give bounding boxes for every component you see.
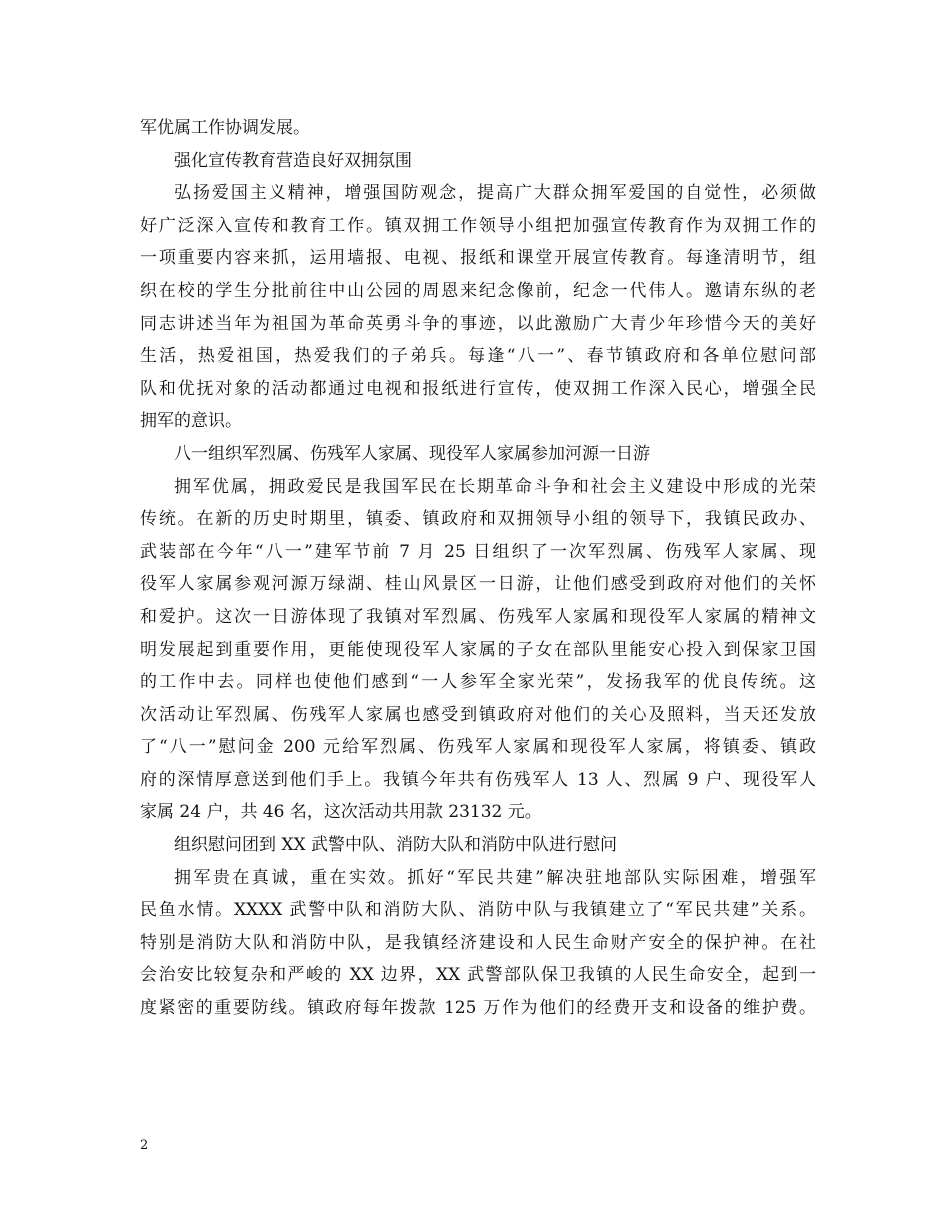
text-line: 组织慰问团到 XX 武警中队、消防大队和消防中队进行慰问 bbox=[174, 835, 618, 856]
text-line: 八一组织军烈属、伤残军人家属、现役军人家属参加河源一日游 bbox=[174, 443, 650, 464]
text-line: 度紧密的重要防线。镇政府每年拨款 125 万作为他们的经费开支和设备的维护费。 bbox=[140, 998, 816, 1019]
text-line: 会治安比较复杂和严峻的 XX 边界，XX 武警部队保卫我镇的人民生命安全，起到一 bbox=[140, 965, 816, 986]
text-line: 好广泛深入宣传和教育工作。镇双拥工作领导小组把加强宣传教育作为双拥工作的 bbox=[140, 215, 816, 236]
text-line: 拥军的意识。 bbox=[140, 411, 242, 432]
text-line: 拥军优属，拥政爱民是我国军民在长期革命斗争和社会主义建设中形成的光荣 bbox=[174, 476, 816, 497]
text-line: 的工作中去。同样也使他们感到“一人参军全家光荣”，发扬我军的优良传统。这 bbox=[140, 672, 816, 693]
document-body bbox=[140, 112, 816, 1025]
text-line: 生活，热爱祖国，热爱我们的子弟兵。每逢“八一”、春节镇政府和各单位慰问部 bbox=[140, 346, 816, 367]
text-line: 织在校的学生分批前往中山公园的周恩来纪念像前，纪念一代伟人。邀请东纵的老 bbox=[140, 280, 816, 301]
text-line: 一项重要内容来抓，运用墙报、电视、报纸和课堂开展宣传教育。每逢清明节，组 bbox=[140, 248, 816, 269]
text-line: 弘扬爱国主义精神，增强国防观念，提高广大群众拥军爱国的自觉性，必须做 bbox=[174, 183, 816, 204]
text-line: 传统。在新的历史时期里，镇委、镇政府和双拥领导小组的领导下，我镇民政办、 bbox=[140, 509, 816, 530]
text-line: 拥军贵在真诚，重在实效。抓好“军民共建”解决驻地部队实际困难，增强军 bbox=[174, 867, 816, 888]
text-line: 同志讲述当年为祖国为革命英勇斗争的事迹，以此激励广大青少年珍惜今天的美好 bbox=[140, 313, 816, 334]
text-line: 了“八一”慰问金 200 元给军烈属、伤残军人家属和现役军人家属，将镇委、镇政 bbox=[140, 737, 816, 758]
text-line: 民鱼水情。XXXX 武警中队和消防大队、消防中队与我镇建立了“军民共建”关系。 bbox=[140, 900, 816, 921]
text-line: 特别是消防大队和消防中队，是我镇经济建设和人民生命财产安全的保护神。在社 bbox=[140, 932, 816, 953]
text-line: 次活动让军烈属、伤残军人家属也感受到镇政府对他们的关心及照料，当天还发放 bbox=[140, 704, 816, 725]
text-line: 家属 24 户，共 46 名，这次活动共用款 23132 元。 bbox=[140, 802, 542, 823]
text-line: 明发展起到重要作用，更能使现役军人家属的子女在部队里能安心投入到保家卫国 bbox=[140, 639, 816, 660]
text-line: 役军人家属参观河源万绿湖、桂山风景区一日游，让他们感受到政府对他们的关怀 bbox=[140, 574, 816, 595]
page-number: 2 bbox=[140, 1138, 149, 1153]
text-line: 强化宣传教育营造良好双拥氛围 bbox=[174, 150, 412, 171]
text-line: 和爱护。这次一日游体现了我镇对军烈属、伤残军人家属和现役军人家属的精神文 bbox=[140, 606, 816, 627]
text-line: 队和优抚对象的活动都通过电视和报纸进行宣传，使双拥工作深入民心，增强全民 bbox=[140, 378, 816, 399]
text-line: 武装部在今年“八一”建军节前 7 月 25 日组织了一次军烈属、伤残军人家属、现 bbox=[140, 541, 816, 562]
text-line: 军优属工作协调发展。 bbox=[140, 118, 310, 138]
text-line: 府的深情厚意送到他们手上。我镇今年共有伤残军人 13 人、烈属 9 户、现役军人 bbox=[140, 769, 816, 790]
